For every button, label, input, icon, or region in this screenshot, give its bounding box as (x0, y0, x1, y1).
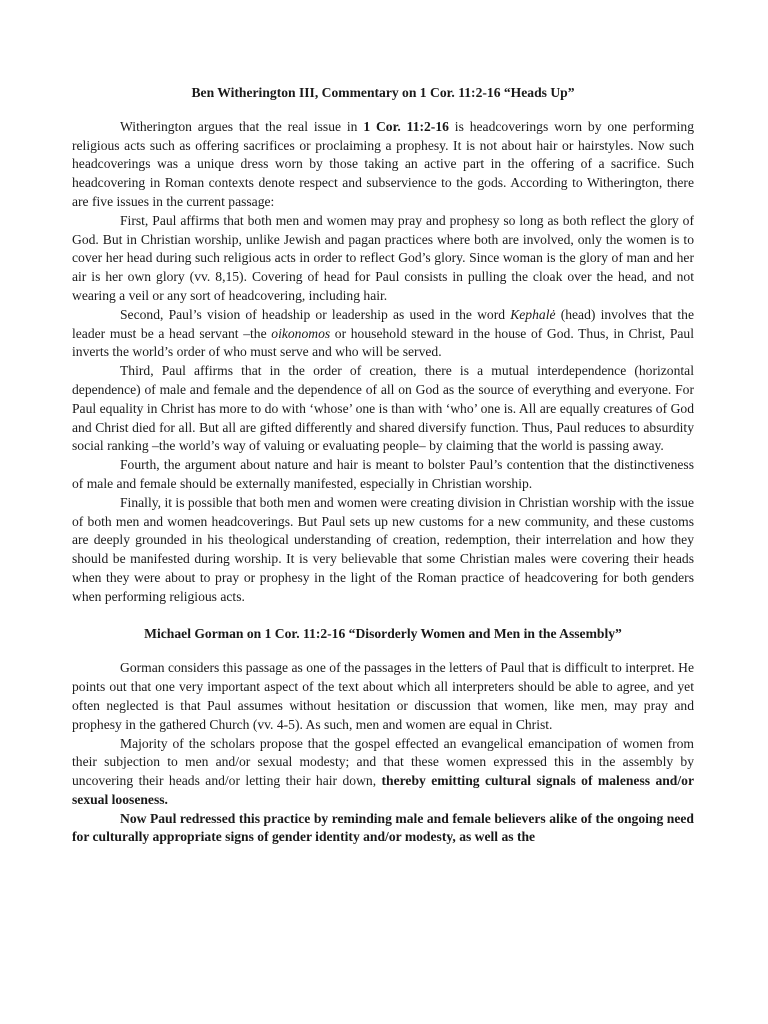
greek-term: Kephalė (510, 306, 556, 322)
paragraph: Third, Paul affirms that in the order of creation, there is a mutual interdependence (horizontal dependence) of male and female and the dependence of all on God as the source of everything and everyone. For Paul equality in Christ has more to do with ‘whose’ one is than with ‘who’ one is. All are equally creatures of God and Christ died for all. But all are gifted differently and shared diversify function. Thus, Paul reduces to absurdity social ranking –the world’s way of valuing or evaluating people– by claiming that the world is passing away. (72, 363, 694, 454)
paragraph-text: Second, Paul’s vision of headship or leadership as used in the word (120, 306, 511, 322)
bold-emphasis: thereby emitting cultural signals of maleness and/or sexual looseness. (72, 773, 694, 807)
paragraph: Fourth, the argument about nature and hair is meant to bolster Paul’s contention that the distinctiveness of male and female should be externally manifested, especially in Christian worship. (72, 457, 694, 491)
section-title-witherington: Ben Witherington III, Commentary on 1 Cor. 11:2-16 “Heads Up” (191, 85, 575, 100)
bold-emphasis: Now Paul redressed this practice by reminding male and female believers alike of the ongoing need for culturally appropriate signs of gender identity and/or modesty, as well as the (72, 810, 694, 845)
paragraph-text: is headcoverings worn by one performing religious acts such as offering sacrifices or proclaiming a prophesy. It is not about hair or hairstyles. Now such headcoverings was a unique dress worn by those taking an active part in the offering of a sacrifice. Such headcovering in Roman contexts denote respect and subservience to the gods. According to Witherington, there are five issues in the current passage: (72, 118, 694, 209)
paragraph: Finally, it is possible that both men and women were creating division in Christian worship with the issue of both men and women headcoverings. But Paul sets up new customs for a new community, and these customs are deeply grounded in his theological understanding of creation, redemption, their interrelation and how they should be manifested during worship. It is very believable that some Christian males were covering their heads when they were about to pray or prophesy in the light of the Roman practice of headcovering for both genders when performing religious acts. (72, 494, 694, 604)
paragraph-text: (head) involves that the leader must be a head servant –the (72, 306, 694, 341)
paragraph-text: or household steward in the house of God. Thus, in Christ, Paul inverts the world’s order of who must serve and who will be served. (72, 325, 694, 360)
paragraph-bold (72, 810, 694, 848)
greek-term: oikonomos (271, 325, 331, 341)
paragraph: First, Paul affirms that both men and women may pray and prophesy so long as both reflect the glory of God. But in Christian worship, unlike Jewish and pagan practices where both are involved, only the women is to cover her head during such religious acts in order to reflect God’s glory. Since woman is the glory of man and her air is her own glory (vv. 8,15). Covering of head for Paul consists in pulling the cloak over the head, and not wearing a veil or any sort of headcovering, including hair. (72, 212, 694, 303)
paragraph (72, 735, 694, 810)
paragraph (72, 306, 694, 362)
paragraph: Gorman considers this passage as one of the passages in the letters of Paul that is difficult to interpret. He points out that one very important aspect of the text about which all interpreters should be able to agree, and yet often neglected is that Paul assumes without hesitation or discussion that women, like men, may pray and prophesy in the gathered Church (vv. 4-5). As such, men and women are equal in Christ. (72, 660, 694, 732)
scripture-reference: 1 Cor. 11:2-16 (363, 118, 449, 134)
paragraph (72, 118, 694, 212)
paragraph-text: Majority of the scholars propose that the gospel effected an evangelical emancipation of women from their subjection to men and/or sexual modesty; and that these women expressed this in the assembly by uncovering their heads and/or letting their hair down, (72, 735, 694, 789)
document-page (72, 84, 694, 847)
paragraph-text: Witherington argues that the real issue in (120, 118, 364, 134)
section-title-gorman: Michael Gorman on 1 Cor. 11:2-16 “Disorderly Women and Men in the Assembly” (144, 625, 622, 641)
